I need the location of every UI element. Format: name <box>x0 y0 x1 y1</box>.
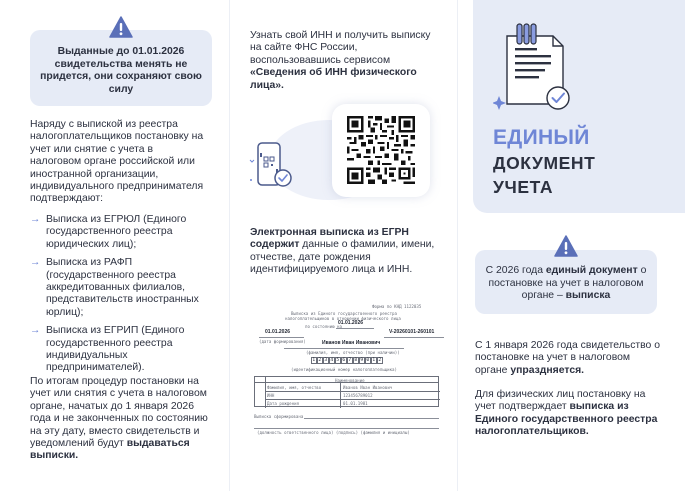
warning-icon <box>109 16 133 38</box>
outro-paragraph <box>30 376 208 463</box>
list-item-text: Выписка из ЕГРЮЛ (Единого государственного реестра юридических лиц); <box>46 214 187 250</box>
form-row-value: 123456789012 <box>343 393 373 398</box>
title-line-2: ДОКУМЕНТ <box>493 153 596 173</box>
inn-digit-cell: 2 <box>318 358 322 363</box>
inn-digit-cell: 8 <box>354 358 358 363</box>
list-item-egrul <box>30 214 220 251</box>
form-table-header <box>255 377 438 383</box>
fns-text: Узнать свой ИНН и получить выписку на сайте ФНС России, воспользовавшись сервисом <box>250 30 431 66</box>
left-panel <box>0 0 229 491</box>
qr-code[interactable] <box>347 116 415 184</box>
form-issued-by: Выписка сформирована <box>254 414 304 419</box>
registry-list <box>30 214 220 381</box>
inn-digit-cell: 9 <box>360 358 364 363</box>
form-inn-label: (идентификационный номер налогоплательщика) <box>291 367 397 372</box>
form-underline <box>384 337 444 338</box>
form-row-value: 01.01.1981 <box>343 401 368 406</box>
notice-callout-left <box>30 30 212 106</box>
list-item-text: Выписка из РАФП (государственного реестра аккредитованных филиалов, представительств иностранных юрлиц); <box>46 257 199 318</box>
form-table-divider <box>265 399 440 400</box>
arrow-right-icon: → <box>30 257 41 269</box>
form-row-label: Дата рождения <box>267 401 300 406</box>
form-person-name-label: (фамилия, имя, отчество (при наличии)) <box>306 350 400 355</box>
form-table-divider <box>265 391 440 392</box>
egrn-bold: Электронная выписка из ЕГРН содержит <box>250 227 409 251</box>
form-footer: (должность ответственного лица) (подпись) (фамилия и инициалы) <box>257 430 410 435</box>
title-line-3: УЧЕТА <box>493 177 554 197</box>
callout-bold: выписка <box>565 290 611 302</box>
inn-digit-cell: 4 <box>330 358 334 363</box>
inn-digit-cell: 0 <box>366 358 370 363</box>
notice-callout-right <box>475 250 657 314</box>
abolish-text: С 1 января 2026 года свидетельство о постановке на учет в налоговом органе <box>475 340 660 376</box>
egrn-text: данные о фамилии, имени, отчестве, дате рождения идентифицируемого лица и ИНН. <box>250 239 435 276</box>
form-underline <box>254 428 439 429</box>
outro-bold: выдаваться выписки. <box>30 438 190 462</box>
inn-digit-cell: 1 <box>372 358 376 363</box>
form-underline <box>304 418 439 419</box>
list-item-text: Выписка из ЕГРИП (Единого государственного реестра индивидуальных предпринимателей). <box>46 325 185 374</box>
form-row-value: Иванов Иван Иванович <box>343 385 393 390</box>
form-table-divider <box>340 383 341 408</box>
arrow-right-icon: → <box>30 214 41 225</box>
form-underline <box>259 337 304 338</box>
document-illustration <box>493 20 587 120</box>
right-panel <box>457 0 685 491</box>
callout-text: С 2026 года <box>485 265 546 276</box>
inn-digit-cell: 1 <box>312 358 316 363</box>
callout-bold: единый документ <box>545 265 638 276</box>
form-issue-date: 01.01.2026 <box>265 329 291 335</box>
form-underline <box>284 348 404 349</box>
form-table <box>254 376 439 407</box>
form-heading-line1: Выписка из Единого государственного реестра <box>291 311 397 316</box>
fns-paragraph <box>250 30 442 92</box>
inn-digit-cell: 7 <box>348 358 352 363</box>
fns-service-name: «Сведения об ИНН физического лица». <box>250 67 417 91</box>
list-item-rafp <box>30 257 220 319</box>
form-row-label: ИНН <box>267 393 275 398</box>
form-underline <box>336 328 374 329</box>
qr-card[interactable] <box>332 104 430 197</box>
abolish-paragraph <box>475 340 665 377</box>
arrow-right-icon: → <box>30 325 41 337</box>
sample-extract-form <box>229 296 457 456</box>
outro-text: По итогам процедур постановки на учет или снятия с учета в налоговом органе, начатых до 1 января 2026 года и не законченных по состоянию на эту дату, вместо свидетельств и уведомлений будут <box>30 376 208 450</box>
notice-text: Выданные до 01.01.2026 свидетельства менять не придется, они сохраняют свою силу <box>40 46 202 95</box>
form-date-label: по состоянию на <box>305 324 342 329</box>
form-row-label: Фамилия, имя, отчество <box>267 385 322 390</box>
cover-panel <box>473 0 685 213</box>
title-line-1: ЕДИНЫЙ <box>493 126 590 149</box>
list-item-egrip <box>30 325 220 375</box>
form-number: V-20260101-260101 <box>389 329 435 335</box>
inn-digit-cell: 6 <box>342 358 346 363</box>
abolish-bold: упраздняется. <box>510 364 585 376</box>
form-issue-date-label: (дата формирования) <box>259 339 306 344</box>
form-code: Форма по КНД 1122035 <box>372 304 422 309</box>
inn-digit-cell: 3 <box>324 358 328 363</box>
intro-paragraph: Наряду с выпиской из реестра налогоплательщиков постановку на учет или снятие с учета в налоговом органе российской или иностранной организации, индивидуального предпринимателя подтверждают: <box>30 119 204 205</box>
inn-digit-cell: 2 <box>378 358 382 363</box>
warning-icon <box>554 235 578 257</box>
form-table-header-text: Наименование <box>335 377 365 383</box>
inn-digit-cell: 5 <box>336 358 340 363</box>
individuals-text: Для физических лиц постановку на учет подтверждает <box>475 389 646 413</box>
form-heading-line2: налогоплательщиков в отношении физического лица <box>285 316 401 321</box>
form-table-divider <box>265 377 266 408</box>
middle-panel <box>229 0 457 491</box>
callout-text: о постановке на учет в налоговом органе – <box>488 265 647 302</box>
form-date-value: 01.01.2026 <box>338 320 364 326</box>
phone-illustration <box>243 140 305 196</box>
form-person-name: Иванов Иван Иванович <box>322 340 381 346</box>
egrn-paragraph <box>250 227 440 277</box>
individuals-bold: выписка из Единого государственного реестра налогоплательщиков. <box>475 401 658 438</box>
individuals-paragraph <box>475 389 665 439</box>
